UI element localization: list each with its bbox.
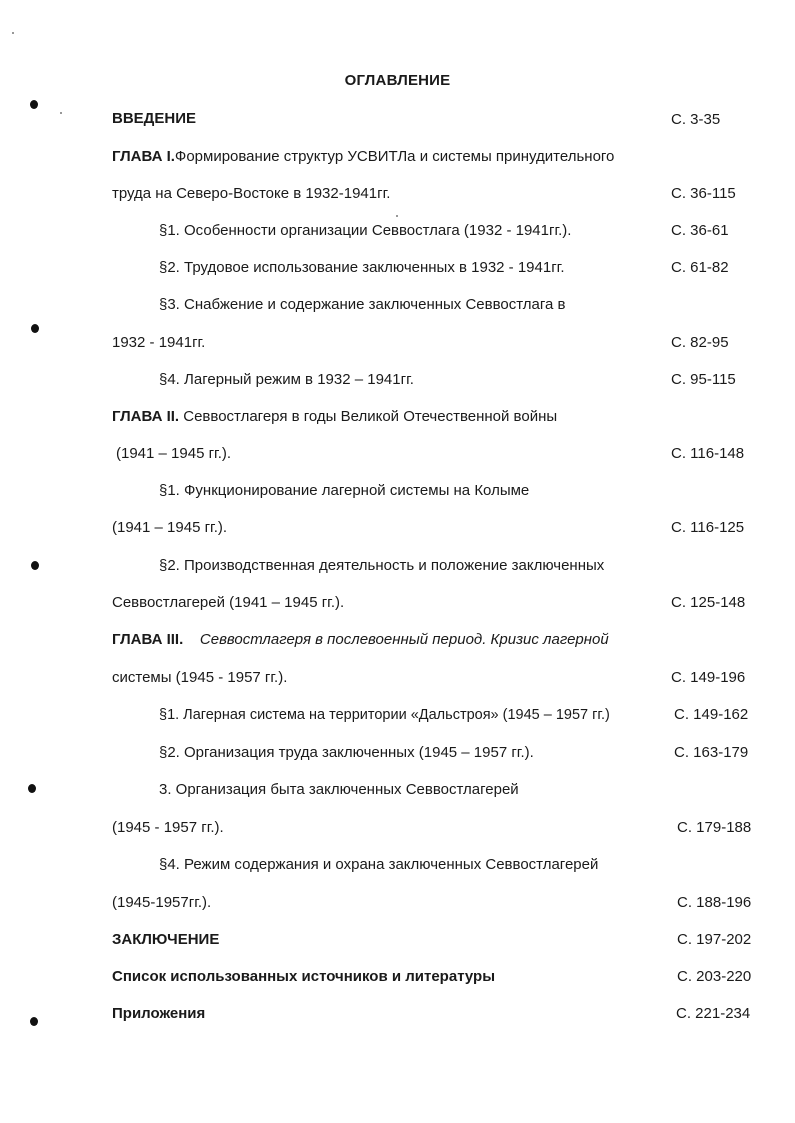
intro-pages: С. 3-35 — [671, 111, 721, 128]
ch3-s2-text: §2. Организация труда заключенных (1945 – 1957 гг.). — [159, 744, 534, 761]
conclusion-pages: С. 197-202 — [677, 931, 752, 948]
ch1-pages: С. 36-115 — [671, 185, 736, 202]
ch2-text1: Севвостлагеря в годы Великой Отечественной войны — [183, 408, 558, 425]
punch-hole — [31, 324, 39, 333]
ch1-s3-text2: 1932 - 1941гг. — [112, 334, 206, 351]
ch2-pages: С. 116-148 — [671, 445, 745, 462]
conclusion-label: ЗАКЛЮЧЕНИЕ — [112, 931, 220, 948]
ch3-text1: Севвостлагеря в послевоенный период. Кризис лагерной — [199, 631, 609, 648]
ch1-line2: труда на Северо-Востоке в 1932-1941гг. — [112, 185, 391, 202]
sources-pages: С. 203-220 — [677, 968, 752, 985]
ch1-s3-pages: С. 82-95 — [671, 334, 729, 351]
ch2-s2-text2: Севвостлагерей (1941 – 1945 гг.). — [112, 594, 345, 611]
punch-hole — [30, 1017, 38, 1026]
ch2-s1-pages: С. 116-125 — [671, 519, 745, 536]
ch3-s3-pages: С. 179-188 — [677, 819, 752, 836]
ch1-s1-text: §1. Особенности организации Севвостлага (1932 - 1941гг.). — [159, 222, 572, 239]
ch3-line2: системы (1945 - 1957 гг.). — [112, 669, 288, 686]
ch3-s1-text: §1. Лагерная система на территории «Дальстроя» (1945 – 1957 гг.) — [159, 707, 610, 723]
intro-label: ВВЕДЕНИЕ — [112, 110, 196, 127]
ch2-line2: (1941 – 1945 гг.). — [116, 445, 232, 462]
toc-title: ОГЛАВЛЕНИЕ — [344, 72, 451, 89]
ch3-pages: С. 149-196 — [671, 669, 746, 686]
ch2-head: ГЛАВА II. — [112, 408, 180, 425]
ch3-s4-pages: С. 188-196 — [677, 894, 752, 911]
ch3-head: ГЛАВА III. — [112, 631, 184, 648]
ch1-s1-pages: С. 36-61 — [671, 222, 729, 239]
ch1-line1 — [112, 148, 614, 166]
ch2-s1-text2: (1941 – 1945 гг.). — [112, 519, 228, 536]
speck — [396, 215, 398, 217]
speck — [12, 32, 14, 34]
appendix-pages: С. 221-234 — [676, 1005, 751, 1022]
punch-hole — [30, 100, 38, 109]
ch3-s4-text1: §4. Режим содержания и охрана заключенных Севвостлагерей — [159, 856, 599, 873]
ch1-s3-text1: §3. Снабжение и содержание заключенных Севвостлага в — [159, 296, 566, 313]
appendix-label: Приложения — [112, 1005, 206, 1022]
ch1-s4-text: §4. Лагерный режим в 1932 – 1941гг. — [159, 371, 414, 388]
ch2-s1-text1: §1. Функционирование лагерной системы на Колыме — [159, 482, 530, 499]
ch1-s2-text: §2. Трудовое использование заключенных в 1932 - 1941гг. — [159, 259, 565, 276]
ch3-line1 — [112, 631, 609, 649]
speck — [60, 112, 62, 114]
ch1-s2-pages: С. 61-82 — [671, 259, 729, 276]
ch1-s4-pages: С. 95-115 — [671, 371, 736, 388]
ch3-s3-text2: (1945 - 1957 гг.). — [112, 819, 224, 836]
ch3-s4-text2: (1945-1957гг.). — [112, 894, 212, 911]
ch3-s2-pages: С. 163-179 — [674, 744, 749, 761]
ch1-text1: Формирование структур УСВИТЛа и системы принудительного — [174, 148, 615, 165]
ch1-head: ГЛАВА I. — [112, 148, 175, 165]
ch3-s1-pages: С. 149-162 — [674, 706, 749, 723]
ch3-s3-text1: 3. Организация быта заключенных Севвостлагерей — [159, 781, 519, 798]
sources-label: Список использованных источников и литературы — [112, 968, 496, 985]
ch2-s2-pages: С. 125-148 — [671, 594, 746, 611]
ch2-s2-text1: §2. Производственная деятельность и положение заключенных — [159, 557, 605, 574]
punch-hole — [28, 784, 36, 793]
punch-hole — [31, 561, 39, 570]
ch2-line1 — [112, 408, 557, 426]
